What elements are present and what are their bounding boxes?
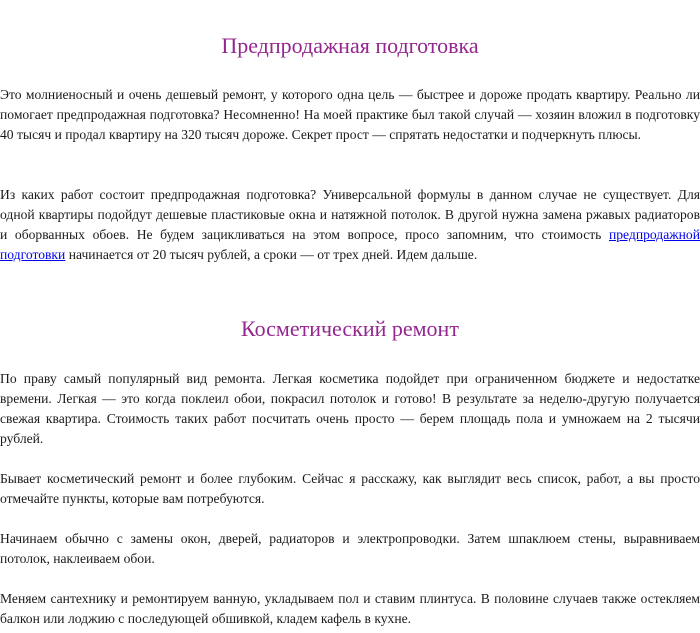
section-heading-cosmetic-repair: Косметический ремонт xyxy=(241,316,459,341)
paragraph-cosmetic-deeper: Бывает косметический ремонт и более глубоким. Сейчас я расскажу, как выглядит весь список, работ, а вы просто отмечайте пункты, которые вам потребуются. xyxy=(0,471,700,506)
paragraph-cosmetic-intro: По праву самый популярный вид ремонта. Легкая косметика подойдет при ограниченном бюджете и недостатке времени. Легкая — это когда поклеил обои, покрасил потолок и готово! В результате за неделю-другую получается свежая квартира. Стоимость таких работ посчитать очень просто — берем площадь пола и умножаем на 2 тысячи рублей. xyxy=(0,371,700,446)
paragraph-presale-works-text-start: Из каких работ состоит предпродажная подготовка? Универсальной формулы в данном случае не существует. Для одной квартиры подойдут дешевые пластиковые окна и натяжной потолок. В другой нужна замена ржавых радиаторов и оборванных обоев. Не будем зацикливаться на этом вопросе, просо запомним, что стоимость xyxy=(0,187,700,242)
paragraph-presale-works-text-end: начинается от 20 тысяч рублей, а сроки — от трех дней. Идем дальше. xyxy=(65,247,478,262)
presale-preparation-link[interactable]: предпродажной подготовки xyxy=(0,227,700,262)
paragraph-presale-intro: Это молниеносный и очень дешевый ремонт, у которого одна цель — быстрее и дороже продать квартиру. Реально ли помогает предпродажная подготовка? Несомненно! На моей практике был такой случай — хозяин вложил в подготовку 40 тысяч и продал квартиру на 320 тысяч дороже. Секрет прост — спрятать недостатки и подчеркнуть плюсы. xyxy=(0,87,700,142)
paragraph-cosmetic-windows: Начинаем обычно с замены окон, дверей, радиаторов и электропроводки. Затем шпаклюем стены, выравниваем потолок, наклеиваем обои. xyxy=(0,531,700,566)
paragraph-presale-works xyxy=(0,185,700,265)
section-heading-presale-preparation: Предпродажная подготовка xyxy=(221,33,479,58)
paragraph-cosmetic-plumbing: Меняем сантехнику и ремонтируем ванную, укладываем пол и ставим плинтуса. В половине случаев также остекляем балкон или лоджию с последующей обшивкой, кладем кафель в кухне. xyxy=(0,591,700,626)
